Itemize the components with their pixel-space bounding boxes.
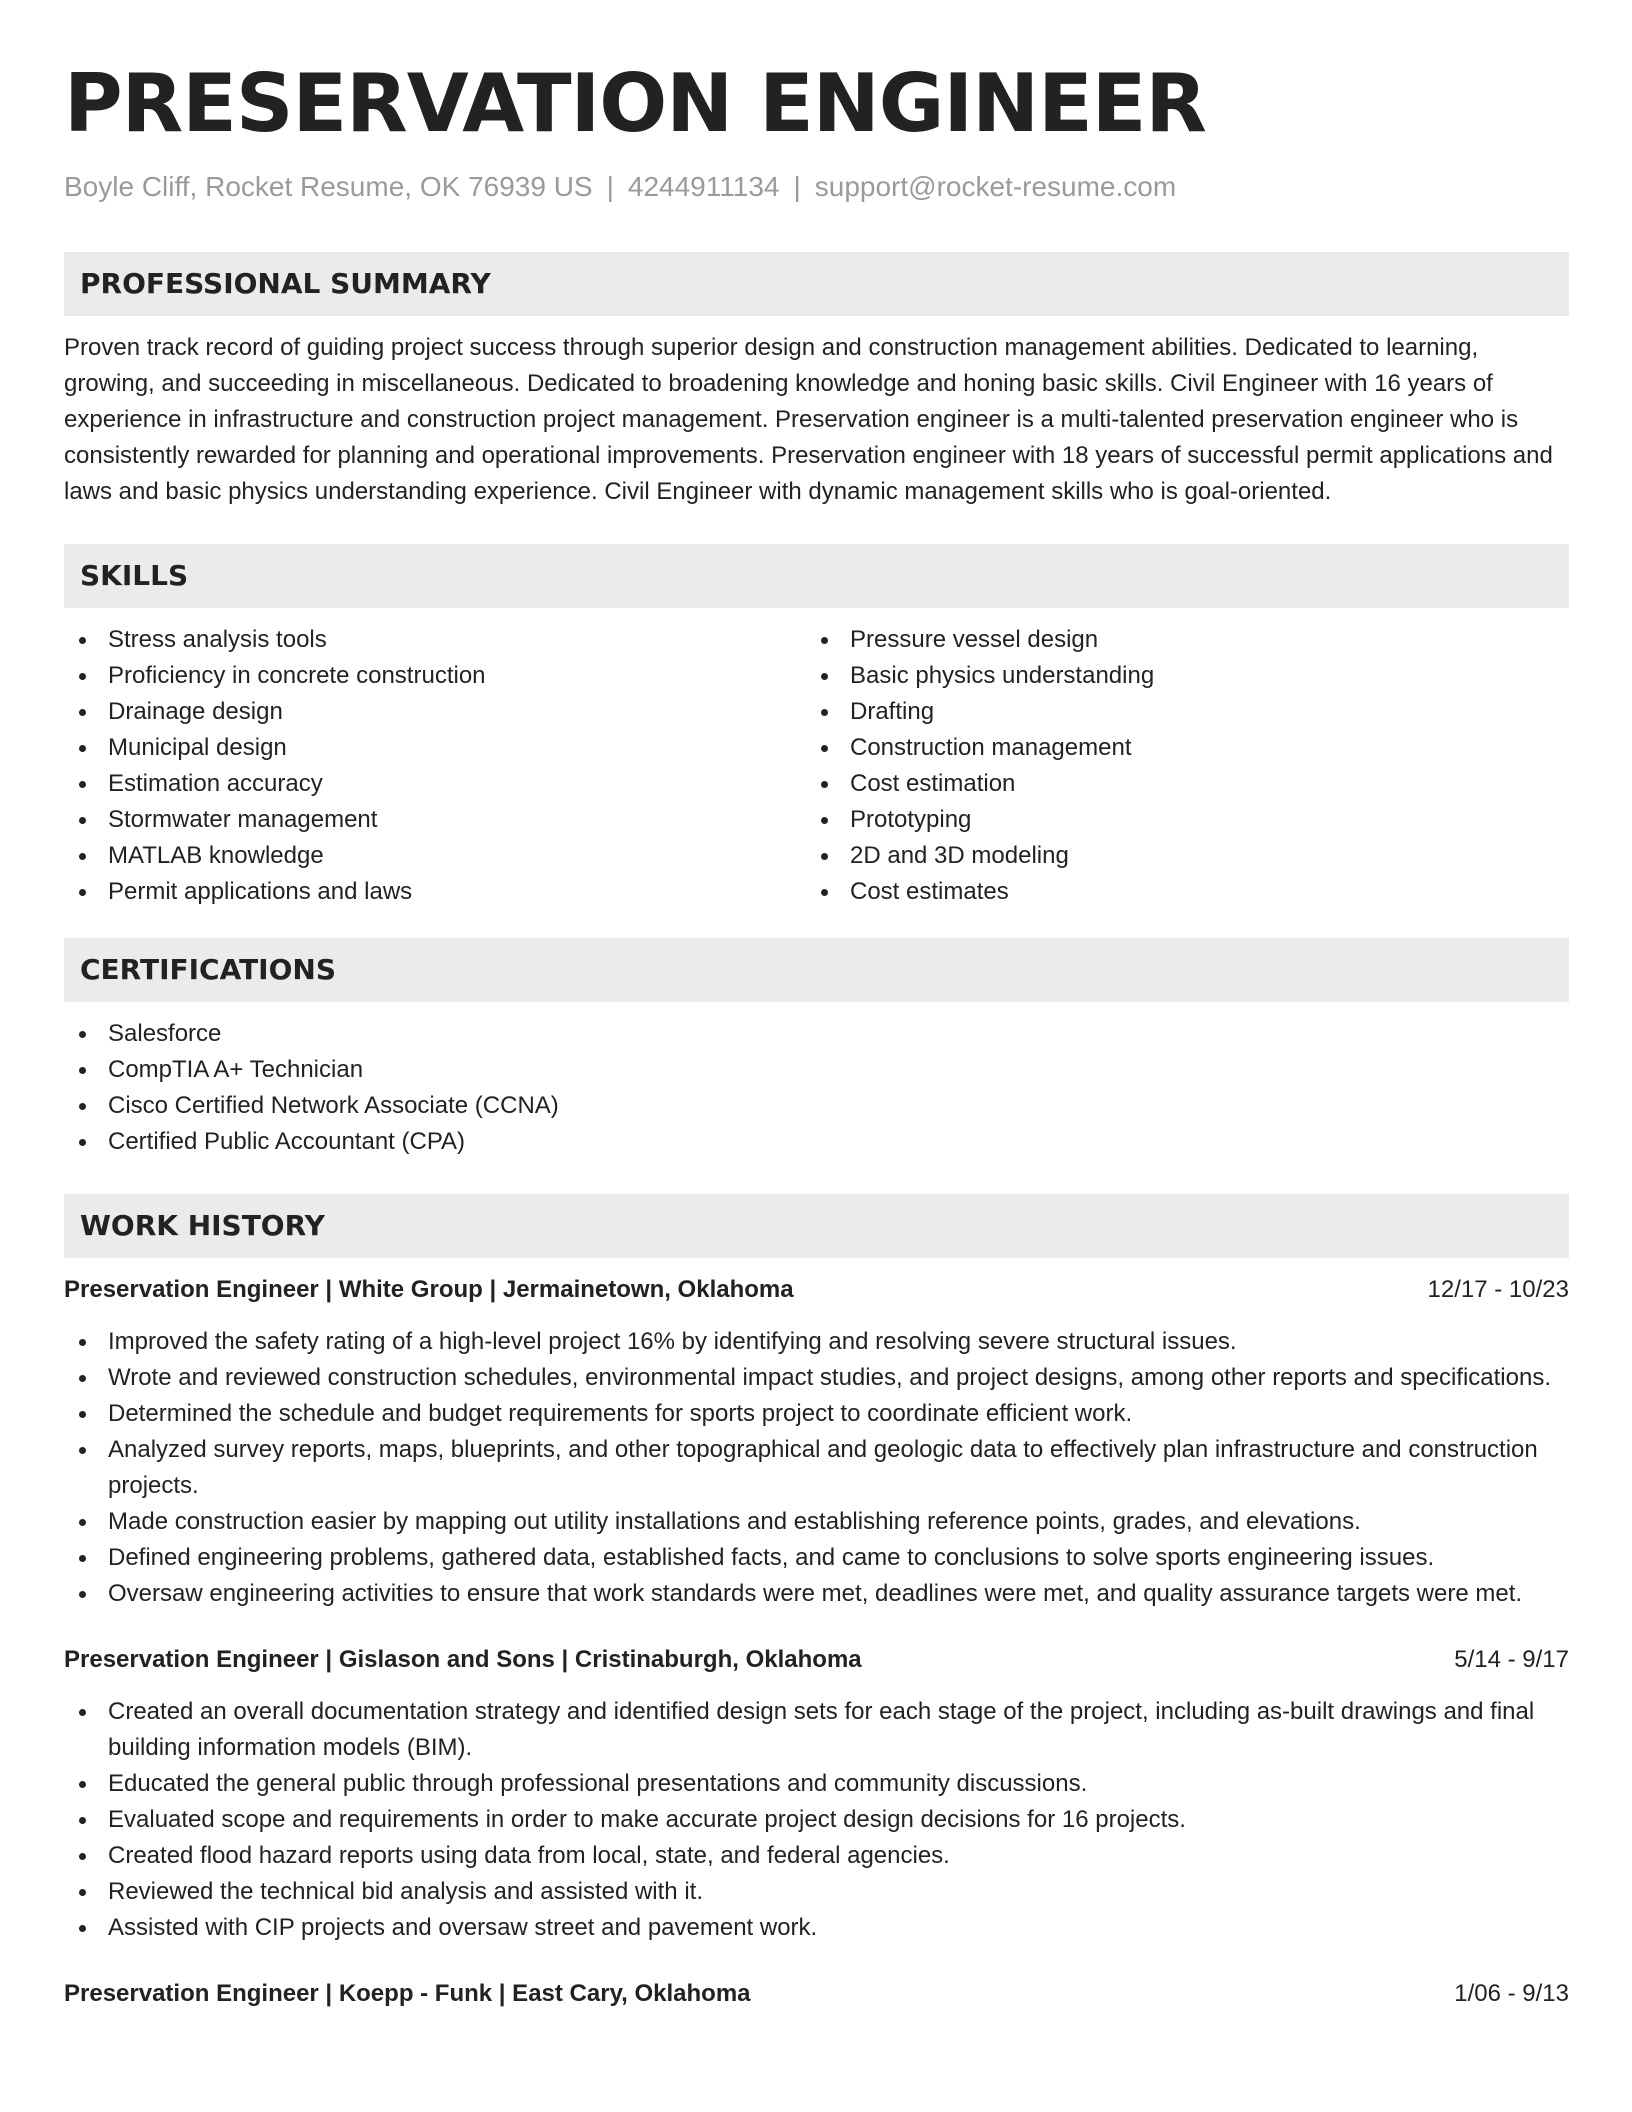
skill-item: Stormwater management: [64, 802, 806, 838]
certifications-list: [64, 1016, 1569, 1160]
job-dates: 1/06 - 9/13: [1454, 1980, 1569, 2007]
certifications-heading: CERTIFICATIONS: [64, 938, 1569, 1002]
skill-item: Estimation accuracy: [64, 766, 806, 802]
skills-heading: SKILLS: [64, 544, 1569, 608]
contact-phone: 4244911134: [627, 171, 780, 202]
contact-separator: |: [793, 171, 801, 202]
job-bullet: Reviewed the technical bid analysis and assisted with it.: [64, 1874, 1569, 1910]
summary-heading: PROFESSIONAL SUMMARY: [64, 252, 1569, 316]
job-header: [64, 1976, 1569, 2012]
skill-item: Prototyping: [806, 802, 1548, 838]
skill-item: MATLAB knowledge: [64, 838, 806, 874]
contact-address: Boyle Cliff, Rocket Resume, OK 76939 US: [64, 171, 593, 202]
job-title: Preservation Engineer | Koepp - Funk | East Cary, Oklahoma: [64, 1980, 751, 2007]
job-bullet: Created flood hazard reports using data from local, state, and federal agencies.: [64, 1838, 1569, 1874]
job-bullet: Oversaw engineering activities to ensure that work standards were met, deadlines were met, and quality assurance targets were met.: [64, 1576, 1569, 1612]
job-bullet: Defined engineering problems, gathered data, established facts, and came to conclusions to solve sports engineering issues.: [64, 1540, 1569, 1576]
job-header: [64, 1642, 1569, 1678]
skills-list-left: [64, 622, 806, 910]
contact-separator: |: [606, 171, 614, 202]
job-dates: 5/14 - 9/17: [1454, 1646, 1569, 1673]
skill-item: Cost estimation: [806, 766, 1548, 802]
job-entry: [64, 1272, 1569, 1612]
skill-item: Proficiency in concrete construction: [64, 658, 806, 694]
skill-item: Stress analysis tools: [64, 622, 806, 658]
job-title: Preservation Engineer | Gislason and Sons | Cristinaburgh, Oklahoma: [64, 1646, 862, 1673]
summary-text: Proven track record of guiding project success through superior design and construction management abilities. Dedicated to learning, growing, and succeeding in miscellaneous. Dedicated to broadening knowledge and honing basic skills. Civil Engineer with 16 years of experience in infrastructure and construction project management. Preservation engineer is a multi-talented preservation engineer who is consistently rewarded for planning and operational improvements. Preservation engineer with 18 years of successful permit applications and laws and basic physics understanding experience. Civil Engineer with dynamic management skills who is goal-oriented.: [64, 334, 1553, 505]
skill-item: Municipal design: [64, 730, 806, 766]
job-title: Preservation Engineer | White Group | Jermainetown, Oklahoma: [64, 1276, 794, 1303]
skill-item: Drainage design: [64, 694, 806, 730]
job-bullets: [64, 1694, 1569, 1946]
skills-list-right: [806, 622, 1548, 910]
job-dates: 12/17 - 10/23: [1427, 1276, 1569, 1303]
skills-grid: [64, 622, 1569, 910]
skill-item: 2D and 3D modeling: [806, 838, 1548, 874]
job-header: [64, 1272, 1569, 1308]
resume-title: PRESERVATION ENGINEER: [64, 57, 1206, 150]
job-bullet: Educated the general public through professional presentations and community discussions.: [64, 1766, 1569, 1802]
skill-item: Cost estimates: [806, 874, 1548, 910]
certification-item: Cisco Certified Network Associate (CCNA): [64, 1088, 1569, 1124]
certification-item: Certified Public Accountant (CPA): [64, 1124, 1569, 1160]
skill-item: Permit applications and laws: [64, 874, 806, 910]
job-bullet: Improved the safety rating of a high-level project 16% by identifying and resolving severe structural issues.: [64, 1324, 1569, 1360]
job-bullet: Wrote and reviewed construction schedules, environmental impact studies, and project designs, among other reports and specifications.: [64, 1360, 1569, 1396]
work-history-heading: WORK HISTORY: [64, 1194, 1569, 1258]
skill-item: Drafting: [806, 694, 1548, 730]
skill-item: Pressure vessel design: [806, 622, 1548, 658]
job-bullet: Analyzed survey reports, maps, blueprints, and other topographical and geologic data to effectively plan infrastructure and construction projects.: [64, 1432, 1569, 1504]
job-bullet: Determined the schedule and budget requirements for sports project to coordinate efficient work.: [64, 1396, 1569, 1432]
job-bullets: [64, 1324, 1569, 1612]
job-bullet: Made construction easier by mapping out utility installations and establishing reference points, grades, and elevations.: [64, 1504, 1569, 1540]
certification-item: CompTIA A+ Technician: [64, 1052, 1569, 1088]
job-bullet: Created an overall documentation strategy and identified design sets for each stage of the project, including as-built drawings and final building information models (BIM).: [64, 1694, 1569, 1766]
skill-item: Basic physics understanding: [806, 658, 1548, 694]
job-bullet: Assisted with CIP projects and oversaw street and pavement work.: [64, 1910, 1569, 1946]
skill-item: Construction management: [806, 730, 1548, 766]
job-entry: [64, 1642, 1569, 1946]
contact-email: support@rocket-resume.com: [814, 171, 1177, 202]
job-bullet: Evaluated scope and requirements in order to make accurate project design decisions for 16 projects.: [64, 1802, 1569, 1838]
contact-line: [64, 170, 1569, 204]
job-entry: [64, 1976, 1569, 2012]
certification-item: Salesforce: [64, 1016, 1569, 1052]
